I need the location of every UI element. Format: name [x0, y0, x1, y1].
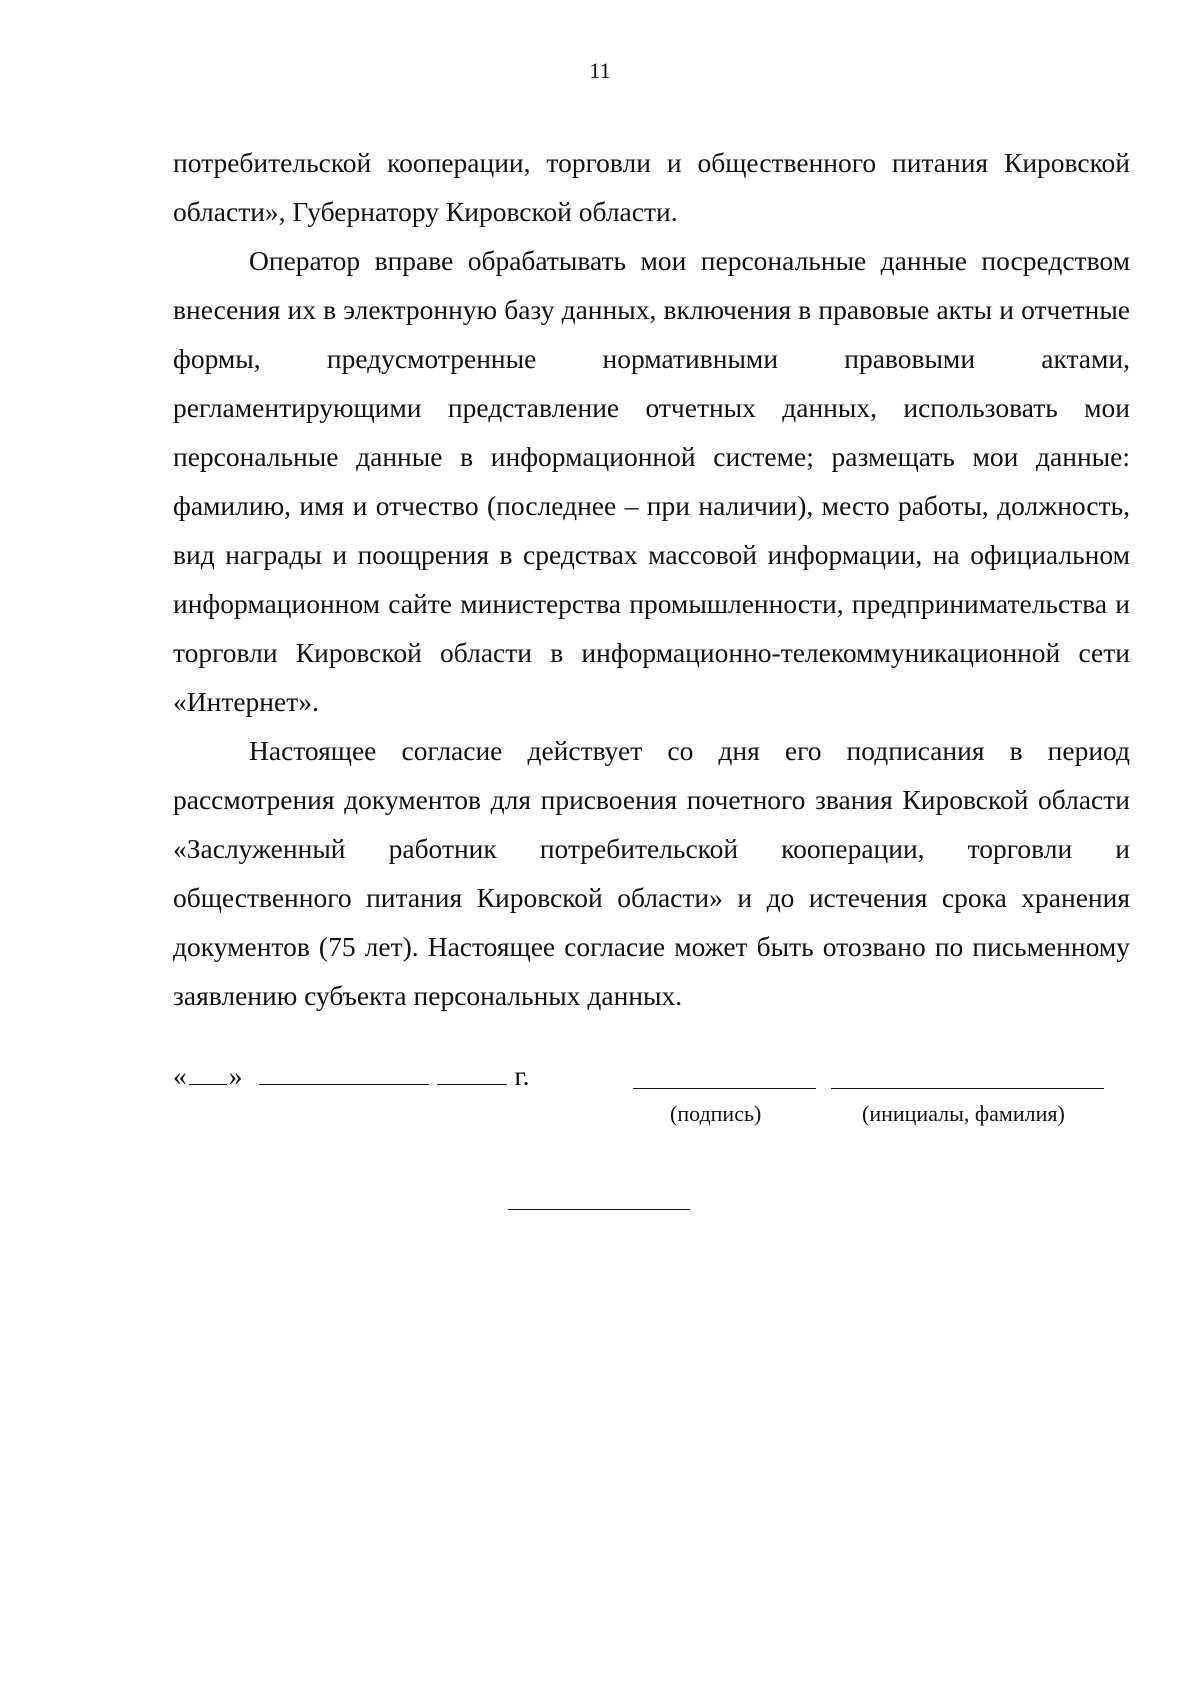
paragraph-continuation: потребительской кооперации, торговли и общественного питания Кировской области», Губернатору Кировской области.	[173, 147, 1130, 227]
day-blank	[189, 1058, 227, 1085]
paragraph-consent-validity: Настоящее согласие действует со дня его подписания в период рассмотрения документов для присвоения почетного звания Кировской области «Заслуженный работник потребительской кооперации, торговли и общественного питания Кировской области» и до истечения срока хранения документов (75 лет). Настоящее согласие может быть отозвано по письменному заявлению субъекта персональных данных.	[173, 735, 1130, 1011]
page-number: 11	[589, 58, 611, 83]
date-field	[173, 1058, 530, 1092]
quote-open: «	[173, 1060, 187, 1091]
year-suffix: г.	[514, 1060, 530, 1091]
initials-line	[831, 1088, 1104, 1089]
signature-line	[633, 1088, 816, 1089]
initials-caption: (инициалы, фамилия)	[862, 1101, 1065, 1126]
signature-caption: (подпись)	[670, 1101, 762, 1126]
signature-row	[173, 1058, 1130, 1098]
paragraph-operator-rights: Оператор вправе обрабатывать мои персональные данные посредством внесения их в электронную базу данных, включения в правовые акты и отчетные формы, предусмотренные нормативными правовыми актами, регламентирующими представление отчетных данных, использовать мои персональные данные в информационной системе; размещать мои данные: фамилию, имя и отчество (последнее – при наличии), место работы, должность, вид награды и поощрения в средствах массовой информации, на официальном информационном сайте министерства промышленности, предпринимательства и торговли Кировской области в информационно-телекоммуникационной сети «Интернет».	[173, 245, 1130, 717]
end-divider	[508, 1209, 690, 1210]
quote-close: »	[228, 1060, 243, 1091]
document-body	[173, 138, 1130, 1020]
month-blank	[259, 1058, 429, 1085]
year-blank	[437, 1058, 507, 1085]
